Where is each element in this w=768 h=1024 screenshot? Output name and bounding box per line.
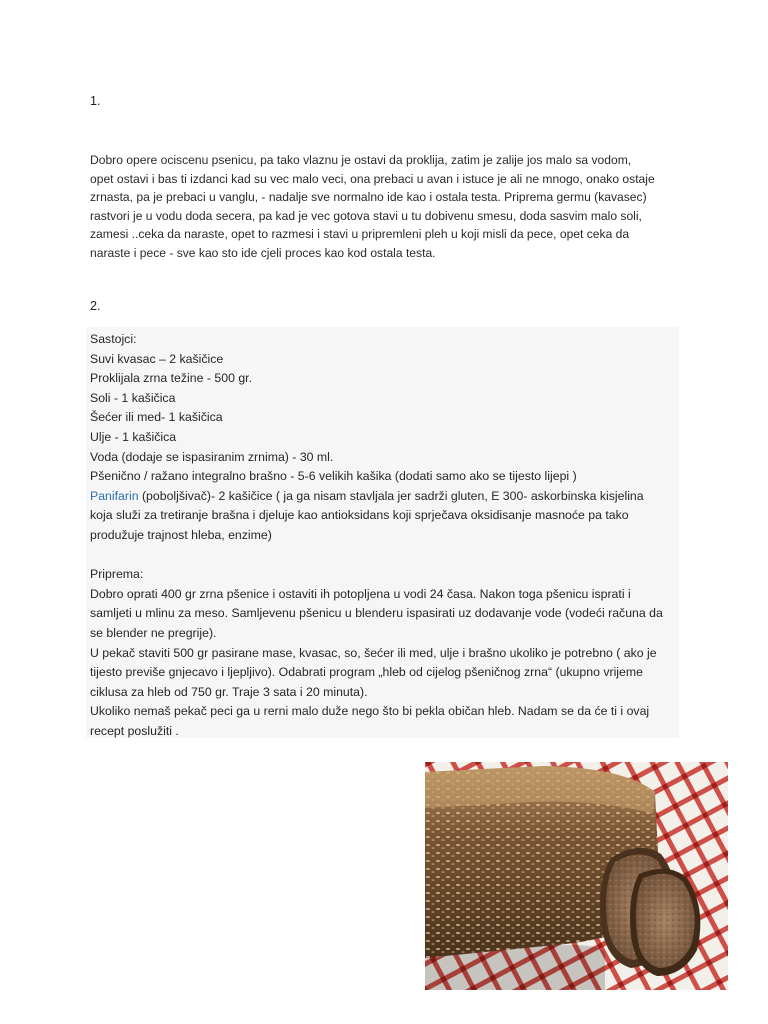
ingredient-item: Suvi kvasac – 2 kašičice — [90, 351, 224, 366]
ingredient-item: Pšenično / ražano integralno brašno - 5-6 velikih kašika (dodati samo ako se tijesto lijepi ) — [90, 469, 577, 484]
ingredient-continuation: produžuje trajnost hleba, enzime) — [90, 527, 272, 542]
paragraph-line: opet ostavi i bas ti izdanci kad su vec malo veci, ona prebaci u avan i istuce je ali ne mnogo, onako ostaje — [90, 171, 655, 186]
ingredient-item: Šećer ili med- 1 kašičica — [90, 410, 223, 425]
bread-photo — [425, 762, 728, 990]
section-number-2: 2. — [90, 299, 101, 313]
panifarin-description: (poboljšivač)- 2 kašičice ( ja ga nisam stavljala jer sadrži gluten, E 300- askorbinska kisjelina — [141, 488, 644, 503]
preparation-line: se blender ne pregrije). — [90, 625, 217, 640]
ingredient-item-panifarin — [90, 487, 680, 507]
preparation-line: Ukoliko nemaš pekač peci ga u rerni malo duže nego što bi pekla običan hleb. Nadam se da će ti i ovaj — [90, 704, 650, 719]
section-number-1: 1. — [90, 94, 101, 108]
preparation-line: recept poslužiti . — [90, 723, 179, 738]
preparation-line: samljeti u mlinu za meso. Samljevenu pšenicu u blenderu ispasirati uz dodavanje vode (vodeći računa da — [90, 606, 663, 621]
preparation-line: ciklusa za hleb od 750 gr. Traje 3 sata i 20 minuta). — [90, 684, 368, 699]
preparation-line: Dobro oprati 400 gr zrna pšenice i ostaviti ih potopljena u vodi 24 časa. Nakon toga pšenicu isprati i — [90, 586, 631, 601]
ingredient-item: Voda (dodaje se ispasiranim zrnima) - 30 ml. — [90, 449, 334, 464]
recipe-block — [90, 330, 680, 741]
spacer — [90, 546, 680, 566]
section-1-paragraph — [90, 151, 690, 263]
paragraph-line: zamesi ..ceka da naraste, opet to razmesi i stavi u pripremleni pleh u koji misli da pece, opet ceka da — [90, 227, 630, 242]
paragraph-line: naraste i pece - sve kao sto ide cjeli proces kao kod ostala testa. — [90, 245, 436, 260]
panifarin-link[interactable]: Panifarin — [90, 488, 142, 503]
bread-photo-illustration — [425, 762, 728, 990]
ingredients-title: Sastojci: — [90, 332, 137, 346]
paragraph-line: rastvori je u vodu doda secera, pa kad je vec gotova stavi u tu dobivenu smesu, doda sasvim malo soli, — [90, 208, 642, 223]
preparation-title: Priprema: — [90, 567, 144, 582]
paragraph-line: zrnasta, pa je prebaci u vanglu, - nadalje sve normalno ide kao i ostala testa. Priprema germu (kavasec) — [90, 190, 647, 205]
ingredient-item: Proklijala zrna težine - 500 gr. — [90, 371, 252, 386]
preparation-line: U pekač staviti 500 gr pasirane mase, kvasac, so, šećer ili med, ulje i brašno ukoliko je potrebno ( ako je — [90, 645, 657, 660]
ingredient-item: Soli - 1 kašičica — [90, 390, 176, 405]
ingredient-continuation: koja služi za tretiranje brašna i djeluje kao antioksidans koji sprječava oksidisanje masnoće pa tako — [90, 508, 629, 523]
paragraph-line: Dobro opere ociscenu psenicu, pa tako vlaznu je ostavi da proklija, zatim je zalije jos malo sa vodom, — [90, 153, 632, 167]
preparation-line: tijesto previše gnjecavo i ljepljivo). Odabrati program „hleb od cijelog pšeničnog zrna“ (ukupno vrijeme — [90, 665, 643, 680]
ingredient-item: Ulje - 1 kašičica — [90, 429, 177, 444]
